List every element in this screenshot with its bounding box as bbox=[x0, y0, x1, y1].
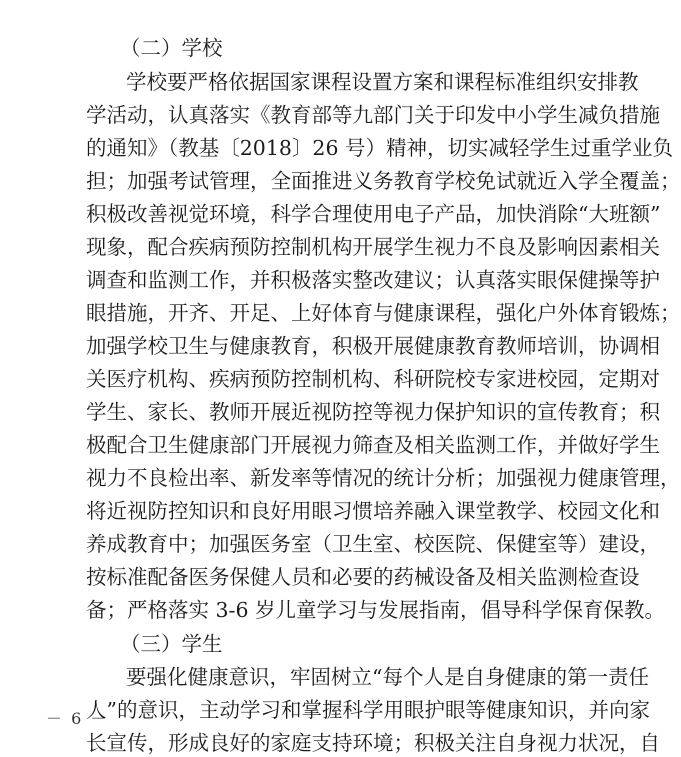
paragraph-line: 积极改善视觉环境，科学合理使用电子产品，加快消除“大班额” bbox=[86, 202, 661, 226]
paragraph-line: 视力不良检出率、新发率等情况的统计分析；加强视力健康管理， bbox=[86, 466, 681, 490]
paragraph-line: 极配合卫生健康部门开展视力筛查及相关监测工作，并做好学生 bbox=[86, 433, 660, 457]
paragraph-line: 要强化健康意识，牢固树立“每个人是自身健康的第一责任 bbox=[126, 665, 649, 689]
paragraph-line: 眼措施，开齐、开足、上好体育与健康课程，强化户外体育锻炼； bbox=[86, 301, 681, 325]
paragraph-line: 现象，配合疾病预防控制机构开展学生视力不良及影响因素相关 bbox=[86, 235, 660, 259]
paragraph-line: 学校要严格依据国家课程设置方案和课程标准组织安排教 bbox=[126, 70, 639, 94]
paragraph-line: 加强学校卫生与健康教育，积极开展健康教育教师培训，协调相 bbox=[86, 334, 660, 358]
paragraph-line: 备；严格落实 3-6 岁儿童学习与发展指南，倡导科学保育保教。 bbox=[86, 598, 666, 622]
section-heading-student: （三）学生 bbox=[120, 632, 223, 656]
paragraph-line: 学生、家长、教师开展近视防控等视力保护知识的宣传教育；积 bbox=[86, 400, 660, 424]
paragraph-line: 养成教育中；加强医务室（卫生室、校医院、保健室等）建设， bbox=[86, 532, 660, 556]
page-number: － 6 － bbox=[46, 709, 109, 728]
paragraph-line: 担；加强考试管理，全面推进义务教育学校免试就近入学全覆盖； bbox=[86, 169, 681, 193]
paragraph-line: 调查和监测工作，并积极落实整改建议；认真落实眼保健操等护 bbox=[86, 268, 660, 292]
paragraph-line: 关医疗机构、疾病预防控制机构、科研院校专家进校园，定期对 bbox=[86, 367, 660, 391]
section-heading-school: （二）学校 bbox=[120, 36, 223, 60]
paragraph-line: 人”的意识，主动学习和掌握科学用眼护眼等健康知识，并向家 bbox=[86, 698, 650, 722]
paragraph-line: 长宣传，形成良好的家庭支持环境；积极关注自身视力状况，自 bbox=[86, 731, 660, 755]
paragraph-line: 按标准配备医务保健人员和必要的药械设备及相关监测检查设 bbox=[86, 565, 640, 589]
paragraph-line: 将近视防控知识和良好用眼习惯培养融入课堂教学、校园文化和 bbox=[86, 499, 660, 523]
paragraph-line: 的通知》（教基〔2018〕26 号）精神，切实减轻学生过重学业负 bbox=[86, 136, 674, 160]
paragraph-line: 学活动，认真落实《教育部等九部门关于印发中小学生减负措施 bbox=[86, 103, 660, 127]
